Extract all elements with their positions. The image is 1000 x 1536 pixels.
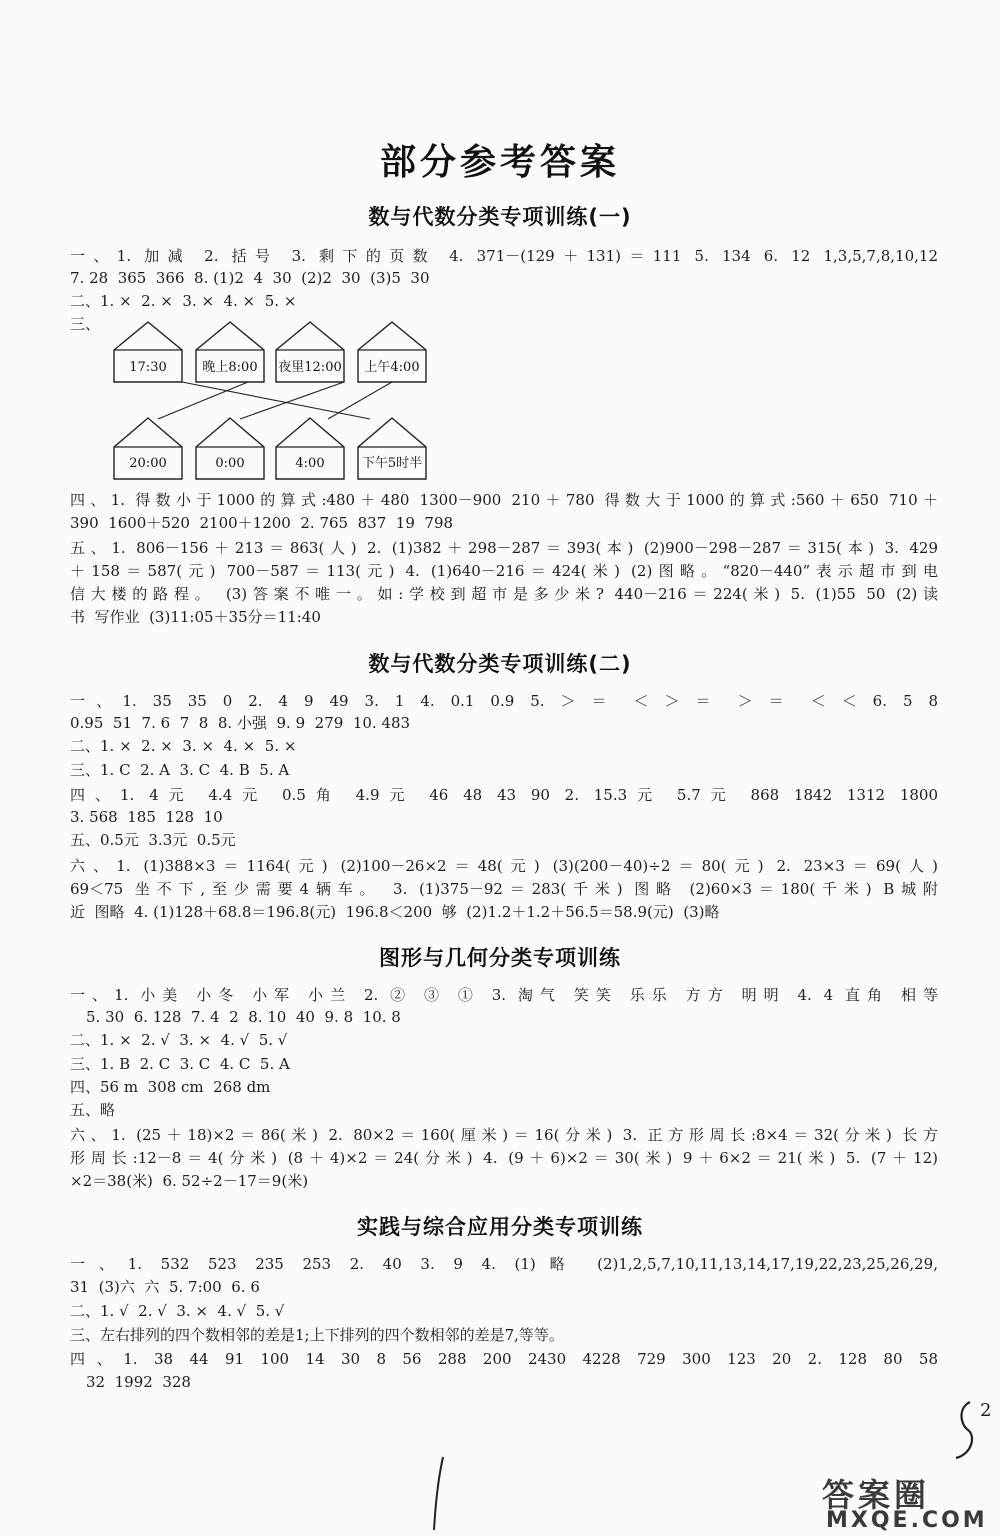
watermark-domain: MXQE.COM: [826, 1508, 988, 1533]
answer-line: 六、1. (1)388×3＝1164(元) (2)100－26×2＝48(元) (3)(200－40)÷2＝80(元) 2. 23×3＝69(人): [70, 857, 938, 875]
answer-line: 四、1. 得数小于1000的算式:480＋480 1300－900 210＋780 得数大于1000的算式:560＋650 710＋: [70, 491, 938, 509]
house-bottom-2: [196, 418, 264, 479]
pen-stroke-mark: [425, 1455, 455, 1535]
section-title-4: 实践与综合应用分类专项训练: [357, 1215, 643, 1239]
page-number: 2: [980, 1400, 992, 1421]
answer-line: 四、56 m 308 cm 268 dm: [70, 1078, 271, 1096]
house-label: 夜里12:00: [278, 360, 342, 375]
page-number-corner: [952, 1398, 1000, 1468]
watermark: [822, 1470, 1000, 1534]
answer-line: 六、1. (25＋18)×2＝86(米) 2. 80×2＝160(厘米)＝16(分米) 3. 正方形周长:8×4＝32(分米) 长方: [70, 1126, 938, 1144]
answer-line: 三、1. C 2. A 3. C 4. B 5. A: [70, 761, 290, 779]
answer-line: 390 1600＋520 2100＋1200 2. 765 837 19 798: [70, 514, 454, 532]
house-bottom-1: [114, 418, 182, 479]
answer-line: 五、1. 806－156＋213＝863(人) 2. (1)382＋298－287＝393(本) (2)900－298－287＝315(本) 3. 429: [70, 539, 938, 557]
matching-lines: [158, 382, 392, 419]
match-line: [182, 382, 370, 419]
house-label: 下午5时半: [361, 456, 423, 471]
house-label: 20:00: [129, 456, 167, 471]
house-label: 晚上8:00: [202, 360, 258, 375]
answer-line: 一、1. 小美 小冬 小军 小兰 2. ② ③ ① 3. 淘气 笑笑 乐乐 方方 明明 4. 4 直角 相等: [70, 986, 938, 1004]
answer-line: 一、1. 加减 2. 括号 3. 剩下的页数 4. 371－(129＋131)＝111 5. 134 6. 12 1,3,5,7,8,10,12: [70, 247, 938, 265]
answer-line: 三、: [70, 315, 101, 333]
answer-line: 3. 568 185 128 10: [70, 808, 223, 826]
answer-line: 7. 28 365 366 8. (1)2 4 30 (2)2 30 (3)5 30: [70, 269, 430, 287]
answer-line: 二、1. √ 2. √ 3. × 4. √ 5. √: [70, 1302, 285, 1320]
answer-line: ＋158＝587(元) 700－587＝113(元) 4. (1)640－216＝424(米) (2)图略。“820－440”表示超市到电: [70, 562, 938, 580]
answer-line: 二、1. × 2. × 3. × 4. × 5. ×: [70, 292, 297, 310]
house-bottom-3: [276, 418, 344, 479]
answer-line: 二、1. × 2. √ 3. × 4. √ 5. √: [70, 1031, 288, 1049]
house-label: 0:00: [215, 456, 245, 471]
answer-line: 三、左右排列的四个数相邻的差是1;上下排列的四个数相邻的差是7,等等。: [70, 1326, 564, 1344]
section-title-3: 图形与几何分类专项训练: [379, 946, 621, 970]
house-label: 4:00: [295, 456, 325, 471]
answer-line: 二、1. × 2. × 3. × 4. × 5. ×: [70, 737, 297, 755]
answer-line: 四、1. 38 44 91 100 14 30 8 56 288 200 2430 4228 729 300 123 20 2. 128 80 58: [70, 1350, 938, 1368]
answer-line: 书 写作业 (3)11:05＋35分＝11:40: [70, 608, 321, 626]
answer-line: 0.95 51 7. 6 7 8 8. 小强 9. 9 279 10. 483: [70, 714, 411, 732]
match-line: [158, 382, 248, 419]
section-title-2: 数与代数分类专项训练(二): [368, 652, 632, 676]
answer-line: 5. 30 6. 128 7. 4 2 8. 10 40 9. 8 10. 8: [86, 1008, 401, 1026]
answer-line: 31 (3)六 六 5. 7:00 6. 6: [70, 1278, 260, 1296]
page-corner-icon: [952, 1398, 1000, 1468]
house-label: 上午4:00: [364, 360, 420, 375]
answer-line: 一、1. 35 35 0 2. 4 9 49 3. 1 4. 0.1 0.9 5. ＞ ＝ ＜ ＞ ＝ ＞ ＝ ＜ ＜ 6. 5 8: [70, 692, 938, 710]
page-title: 部分参考答案: [379, 142, 620, 183]
answer-line: ×2＝38(米) 6. 52÷2－17＝9(米): [70, 1172, 309, 1190]
watermark-title: 答案圈: [822, 1476, 931, 1514]
answer-line: 形周长:12－8＝4(分米) (8＋4)×2＝24(分米) 4. (9＋6)×2＝30(米) 9＋6×2＝21(米) 5. (7＋12): [70, 1149, 938, 1167]
section-title-1: 数与代数分类专项训练(一): [368, 205, 632, 229]
answer-line: 四、1. 4元 4.4元 0.5角 4.9元 46 48 43 90 2. 15.3元 5.7元 868 1842 1312 1800: [70, 786, 938, 804]
answer-line: 信大楼的路程。 (3)答案不唯一。如:学校到超市是多少米? 440－216＝224(米) 5. (1)55 50 (2)读: [70, 585, 938, 603]
answer-line: 32 1992 328: [86, 1373, 191, 1391]
house-label: 17:30: [129, 360, 167, 375]
answer-line: 近 图略 4. (1)128＋68.8＝196.8(元) 196.8＜200 够 (2)1.2＋1.2＋56.5＝58.9(元) (3)略: [70, 903, 720, 921]
answer-line: 五、略: [70, 1101, 116, 1119]
answer-line: 三、1. B 2. C 3. C 4. C 5. A: [70, 1055, 290, 1073]
answer-line: 一、1. 532 523 235 253 2. 40 3. 9 4. (1)略 (2)1,2,5,7,10,11,13,14,17,19,22,23,25,26,29,: [70, 1255, 938, 1273]
house-bottom-4: [358, 418, 426, 479]
match-line: [240, 382, 344, 419]
match-line: [328, 382, 392, 419]
answer-line: 五、0.5元 3.3元 0.5元: [70, 831, 236, 849]
answer-line: 69＜75 坐不下,至少需要4辆车。 3. (1)375－92＝283(千米) 图略 (2)60×3＝180(千米) B城附: [70, 880, 938, 898]
